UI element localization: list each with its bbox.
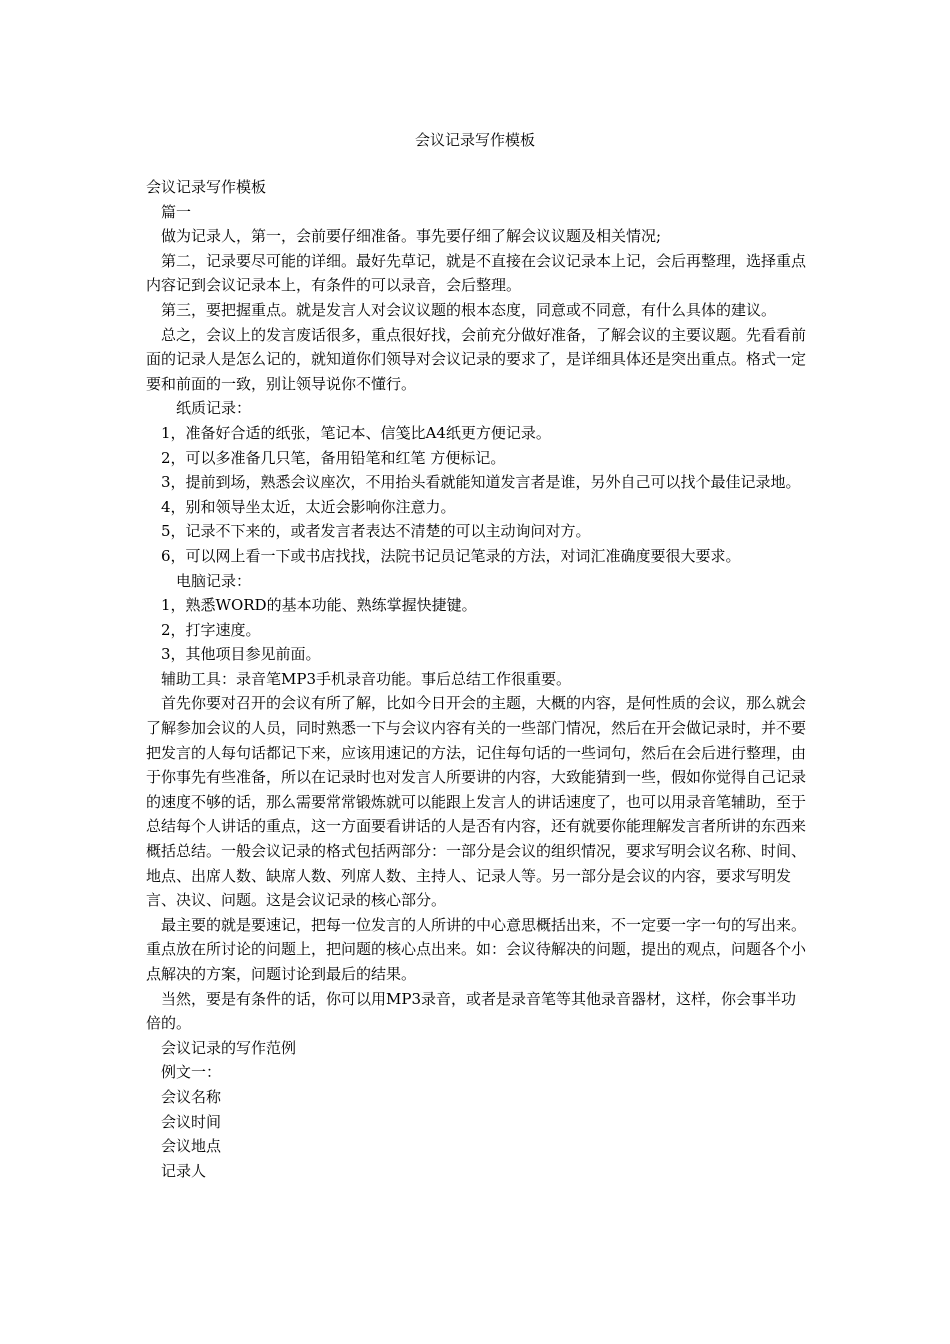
paragraph: 第二，记录要尽可能的详细。最好先草记，就是不直接在会议记录本上记，会后再整理，选择重点内容记到会议记录本上，有条件的可以录音，会后整理。: [146, 251, 807, 295]
paragraph: 会议名称: [161, 1087, 222, 1106]
paragraph: 最主要的就是要速记，把每一位发言的人所讲的中心意思概括出来，不一定要一字一句的写出来。重点放在所讨论的问题上，把问题的核心点出来。如：会议待解决的问题，提出的观点，问题各个小点解决的方案，问题讨论到最后的结果。: [146, 915, 807, 983]
paragraph: 会议记录写作模板: [146, 178, 267, 196]
paragraph: 篇一: [161, 202, 192, 221]
paragraph: 4，别和领导坐太近，太近会影响你注意力。: [161, 497, 456, 516]
paragraph: 第三，要把握重点。就是发言人对会议议题的根本态度，同意或不同意，有什么具体的建议。: [161, 300, 777, 319]
paragraph: 会议记录的写作范例: [161, 1038, 297, 1057]
paragraph: 3，提前到场，熟悉会议座次，不用抬头看就能知道发言者是谁，另外自己可以找个最佳记录地。: [161, 473, 801, 492]
document-body: [146, 175, 810, 1183]
paragraph: 当然，要是有条件的话，你可以用MP3录音，或者是录音笔等其他录音器材，这样，你会事半功倍的。: [146, 989, 796, 1033]
document-title: 会议记录写作模板: [414, 131, 535, 149]
paragraph: 电脑记录：: [176, 571, 252, 590]
paragraph: 3，其他项目参见前面。: [161, 645, 321, 664]
paragraph: 1，熟悉WORD的基本功能、熟练掌握快捷键。: [161, 596, 477, 615]
paragraph: 辅助工具：录音笔MP3手机录音功能。事后总结工作很重要。: [161, 669, 571, 688]
paragraph: 首先你要对召开的会议有所了解，比如今日开会的主题，大概的内容，是何性质的会议，那么就会了解参加会议的人员，同时熟悉一下与会议内容有关的一些部门情况，然后在开会做记录时，并不要把发言的人每句话都记下来，应该用速记的方法，记住每句话的一些词句，然后在会后进行整理，由于你事先有些准备，所以在记录时也对发言人所要讲的内容，大致能猜到一些，假如你觉得自己记录的速度不够的话，那么需要常常锻炼就可以能跟上发言人的讲话速度了，也可以用录音笔辅助，至于总结每个人讲话的重点，这一方面要看讲话的人是否有内容，还有就要你能理解发言者所讲的东西来概括总结。一般会议记录的格式包括两部分：一部分是会议的组织情况，要求写明会议名称、时间、地点、出席人数、缺席人数、列席人数、主持人、记录人等。另一部分是会议的内容，要求写明发言、决议、问题。这是会议记录的核心部分。: [146, 694, 807, 910]
paragraph: 会议时间: [161, 1112, 222, 1131]
paragraph: 会议地点: [161, 1137, 222, 1156]
paragraph: 记录人: [161, 1161, 207, 1180]
paragraph: 2，可以多准备几只笔，备用铅笔和红笔 方便标记。: [161, 448, 506, 467]
paragraph: 5，记录不下来的，或者发言者表达不清楚的可以主动询问对方。: [161, 522, 591, 541]
paragraph: 1，准备好合适的纸张，笔记本、信笺比A4纸更方便记录。: [161, 423, 551, 442]
paragraph: 纸质记录：: [176, 399, 252, 418]
paragraph: 例文一：: [161, 1063, 222, 1082]
paragraph: 6，可以网上看一下或书店找找，法院书记员记笔录的方法，对词汇准确度要很大要求。: [161, 546, 741, 565]
paragraph: 2，打字速度。: [161, 620, 261, 639]
paragraph: 做为记录人，第一，会前要仔细准备。事先要仔细了解会议议题及相关情况;: [161, 227, 662, 246]
paragraph: 总之，会议上的发言废话很多，重点很好找，会前充分做好准备，了解会议的主要议题。先看看前面的记录人是怎么记的，就知道你们领导对会议记录的要求了，是详细具体还是突出重点。格式一定要和前面的一致，别让领导说你不懂行。: [146, 325, 807, 393]
